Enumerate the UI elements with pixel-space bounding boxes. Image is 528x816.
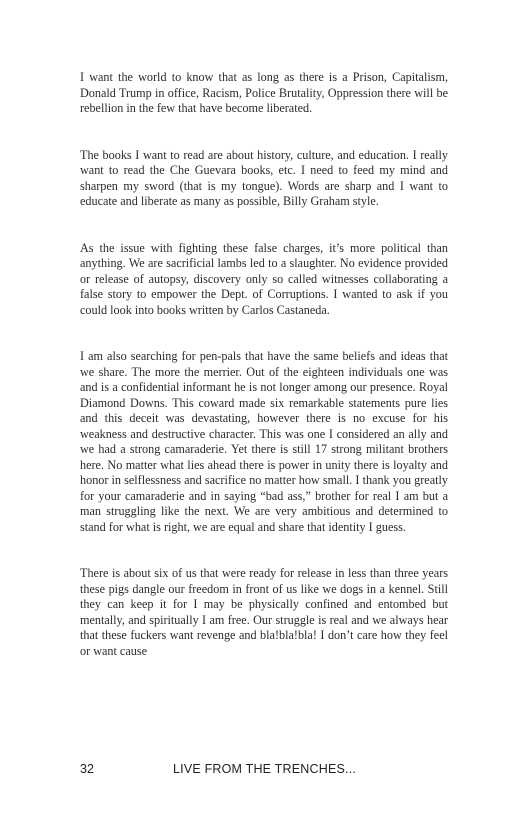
paragraph-4: I am also searching for pen-pals that have the same beliefs and ideas that we share. The more the merrier. Out of the eighteen individuals one was and is a confidential informant he is not longer among our presence. Royal Diamond Downs. This coward made six remarkable statements pure lies and this deceit was devastating, however there is no excuse for his weakness and destructive character. This was one I considered an ally and we had a strong camaraderie. Yet there is still 17 strong militant brothers here. No matter what lies ahead there is power in unity there is loyalty and honor in selflessness and sacrifice no matter how small. I thank you greatly for your camaraderie and in saying “bad ass,” brother for real I am but a man struggling like the next. We are very ambitious and determined to stand for what is right, we are equal and share that identity I guess.: [80, 349, 448, 534]
paragraph-1: I want the world to know that as long as there is a Prison, Capitalism, Donald Trump in office, Racism, Police Brutality, Oppression there will be rebellion in the few that have become liberated.: [80, 70, 448, 115]
page-body: [80, 70, 448, 659]
paragraph-5: There is about six of us that were ready for release in less than three years these pigs dangle our freedom in front of us like we dogs in a kennel. Still they can keep it for I may be physically confined and entombed but mentally, and spiritually I am free. Our struggle is real and we always hear that these fuckers want revenge and bla!bla!bla! I don’t care how they feel or want cause: [80, 566, 448, 658]
paragraph-2: The books I want to read are about history, culture, and education. I really want to read the Che Guevara books, etc. I need to feed my mind and sharpen my sword (that is my tongue). Words are sharp and I want to educate and liberate as many as possible, Billy Graham style.: [80, 147, 448, 208]
page-number: 32: [80, 762, 94, 776]
paragraph-3: As the issue with fighting these false charges, it’s more political than anything. We are sacrificial lambs led to a slaughter. No evidence provided or release of autopsy, discovery only so called witnesses collaborating a false story to empower the Dept. of Corruptions. I wanted to ask if you could look into books written by Carlos Castaneda.: [80, 240, 448, 317]
running-title: LIVE FROM THE TRENCHES...: [173, 762, 357, 776]
page-footer: [80, 762, 448, 780]
